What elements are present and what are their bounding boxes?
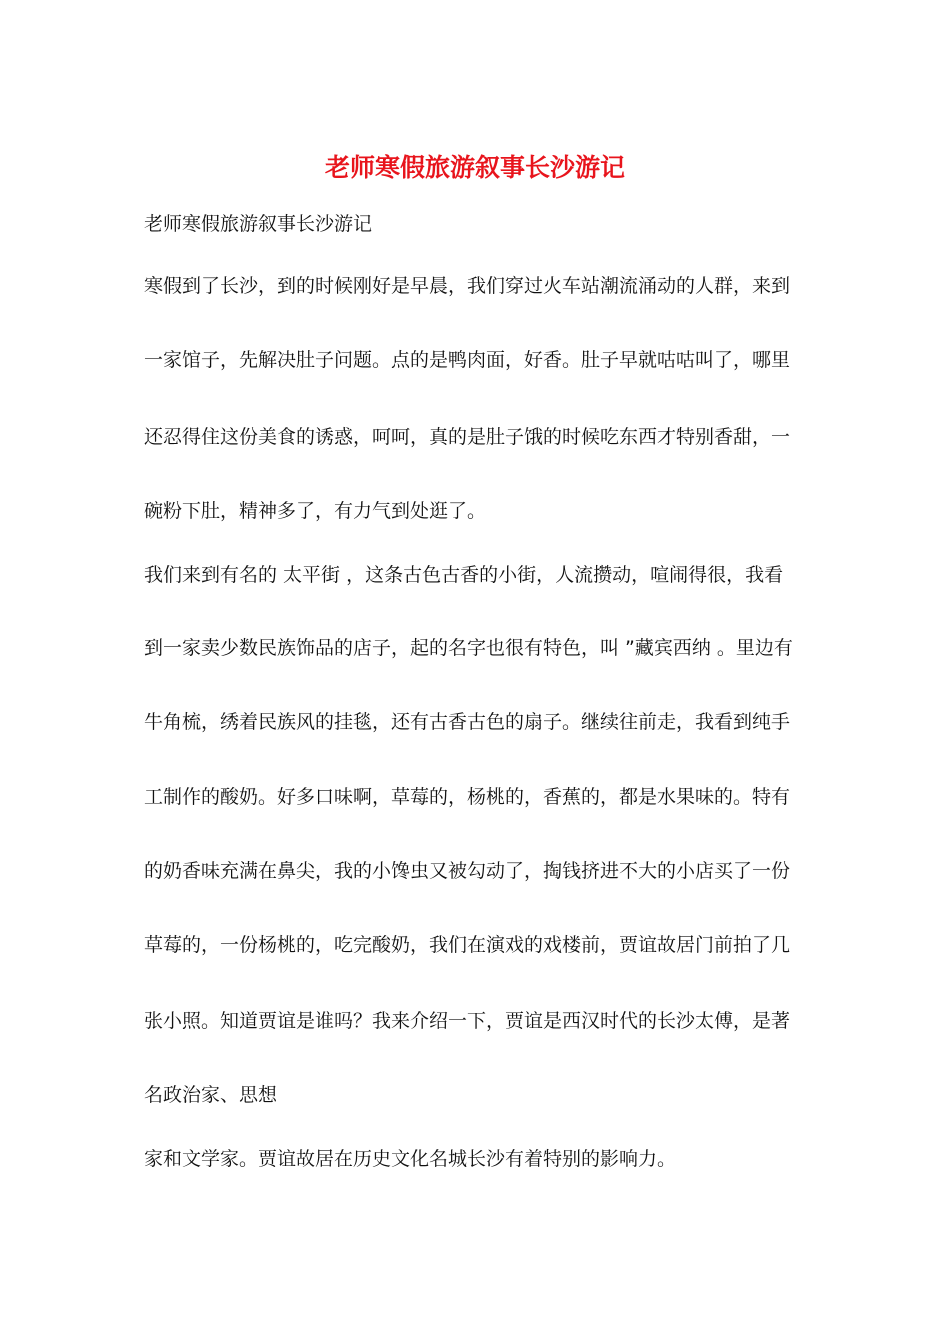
paragraph-line: 的奶香味充满在鼻尖，我的小馋虫又被勾动了，掏钱挤进不大的小店买了一份 bbox=[144, 860, 791, 882]
paragraph-line: 家和文学家。贾谊故居在历史文化名城长沙有着特别的影响力。 bbox=[144, 1148, 677, 1170]
paragraph-line: 张小照。知道贾谊是谁吗？我来介绍一下，贾谊是西汉时代的长沙太傅，是著 bbox=[144, 1010, 791, 1032]
paragraph-line: 一家馆子，先解决肚子问题。点的是鸭肉面，好香。肚子早就咕咕叫了，哪里 bbox=[144, 349, 791, 371]
paragraph-line: 寒假到了长沙，到的时候刚好是早晨，我们穿过火车站潮流涌动的人群，来到 bbox=[144, 275, 791, 297]
paragraph-line: 到一家卖少数民族饰品的店子，起的名字也很有特色，叫 ”藏宾西纳 。里边有 bbox=[144, 637, 793, 659]
paragraph-line: 名政治家、思想 bbox=[144, 1084, 278, 1106]
document-title: 老师寒假旅游叙事长沙游记 bbox=[324, 153, 625, 182]
paragraph-line: 碗粉下肚，精神多了，有力气到处逛了。 bbox=[144, 500, 487, 522]
paragraph-line: 工制作的酸奶。好多口味啊，草莓的，杨桃的，香蕉的，都是水果味的。特有 bbox=[144, 786, 791, 808]
document-subtitle: 老师寒假旅游叙事长沙游记 bbox=[144, 213, 373, 235]
paragraph-line: 还忍得住这份美食的诱惑，呵呵，真的是肚子饿的时候吃东西才特别香甜，一 bbox=[144, 426, 791, 448]
paragraph-line: 我们来到有名的 太平街 ，这条古色古香的小街，人流攒动，喧闹得很，我看 bbox=[144, 564, 784, 586]
paragraph-line: 牛角梳，绣着民族风的挂毯，还有古香古色的扇子。继续往前走，我看到纯手 bbox=[144, 711, 791, 733]
paragraph-line: 草莓的，一份杨桃的，吃完酸奶，我们在演戏的戏楼前，贾谊故居门前拍了几 bbox=[144, 934, 791, 956]
